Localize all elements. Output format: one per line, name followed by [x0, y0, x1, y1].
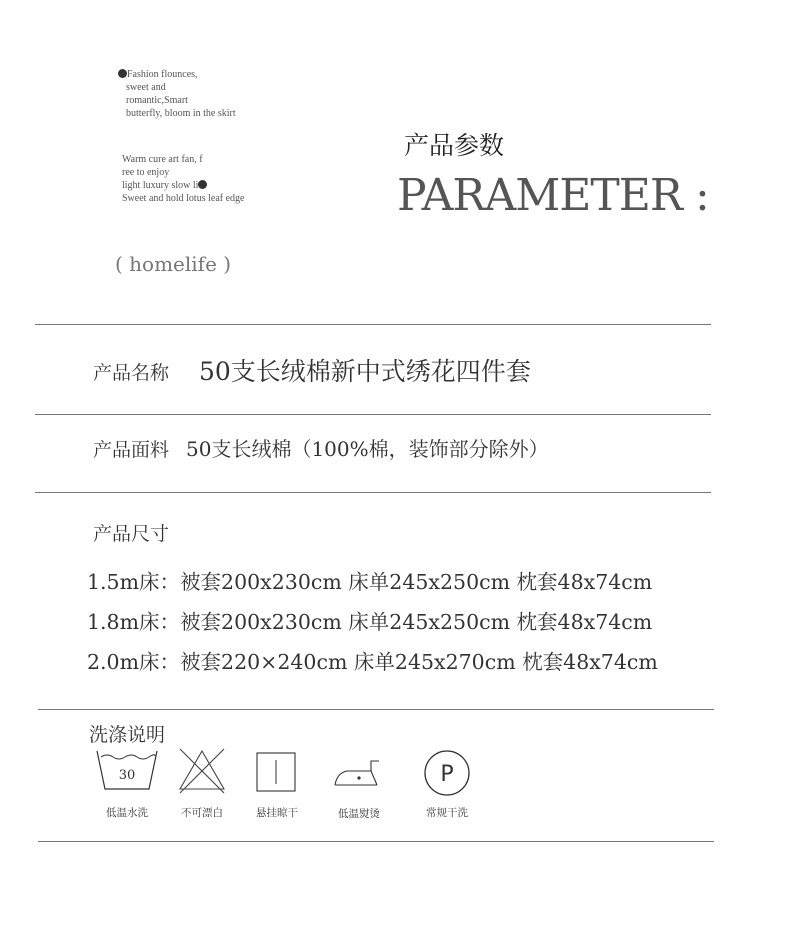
care-label: 低温熨烫	[338, 808, 380, 820]
bullet-dot-icon	[198, 180, 207, 189]
dry-clean-letter: P	[440, 762, 454, 787]
product-size-label: 产品尺寸	[93, 523, 170, 545]
divider	[38, 709, 714, 710]
bullet-dot-icon	[118, 69, 127, 78]
care-label: 不可漂白	[181, 807, 223, 819]
section-title-cn: 产品参数	[404, 131, 505, 160]
divider	[35, 492, 711, 493]
care-label: 悬挂晾干	[256, 807, 298, 819]
brand-name: ( homelife )	[115, 252, 232, 276]
product-name-value: 50支长绒棉新中式绣花四件套	[199, 357, 531, 386]
hang-dry-icon	[256, 752, 298, 794]
care-item-bleach	[162, 747, 242, 820]
care-item-wash	[87, 749, 167, 820]
tagline-line: ree to enjoy	[122, 167, 170, 178]
low-iron-icon	[333, 755, 385, 789]
divider	[35, 324, 711, 325]
care-label: 常规干洗	[426, 807, 468, 819]
tagline-line: Fashion flounces,	[118, 68, 236, 81]
product-name-label: 产品名称	[93, 362, 170, 384]
product-fabric-label: 产品面料	[93, 439, 170, 461]
care-title: 洗涤说明	[89, 724, 166, 746]
tagline-line: Sweet and hold lotus leaf edge	[122, 193, 245, 204]
tagline-line: butterfly, bloom in the skirt	[126, 108, 236, 119]
divider	[35, 414, 711, 415]
size-row: 1.5m床：被套200x230cm 床单245x250cm 枕套48x74cm	[87, 570, 653, 594]
tagline-block-2	[122, 153, 244, 205]
tagline-line: light luxury slow li	[122, 179, 244, 192]
care-item-dryclean	[407, 749, 487, 820]
tagline-block-1	[118, 68, 236, 120]
tagline-line: romantic,Smart	[126, 95, 188, 106]
care-label: 低温水洗	[106, 807, 148, 819]
care-item-iron	[319, 755, 399, 821]
no-bleach-icon	[176, 747, 228, 795]
wash-temp: 30	[118, 768, 136, 783]
size-row: 1.8m床：被套200x230cm 床单245x250cm 枕套48x74cm	[87, 610, 653, 634]
care-item-hang	[237, 752, 317, 820]
divider	[38, 841, 714, 842]
tagline-line: sweet and	[126, 82, 166, 93]
dry-clean-icon	[423, 749, 471, 797]
size-row: 2.0m床：被套220×240cm 床单245x270cm 枕套48x74cm	[87, 650, 658, 674]
wash-30-icon	[95, 749, 159, 793]
product-fabric-value: 50支长绒棉（100%棉，装饰部分除外）	[186, 437, 549, 461]
section-title-en: PARAMETER :	[397, 170, 709, 221]
tagline-line: Warm cure art fan, f	[122, 154, 203, 165]
